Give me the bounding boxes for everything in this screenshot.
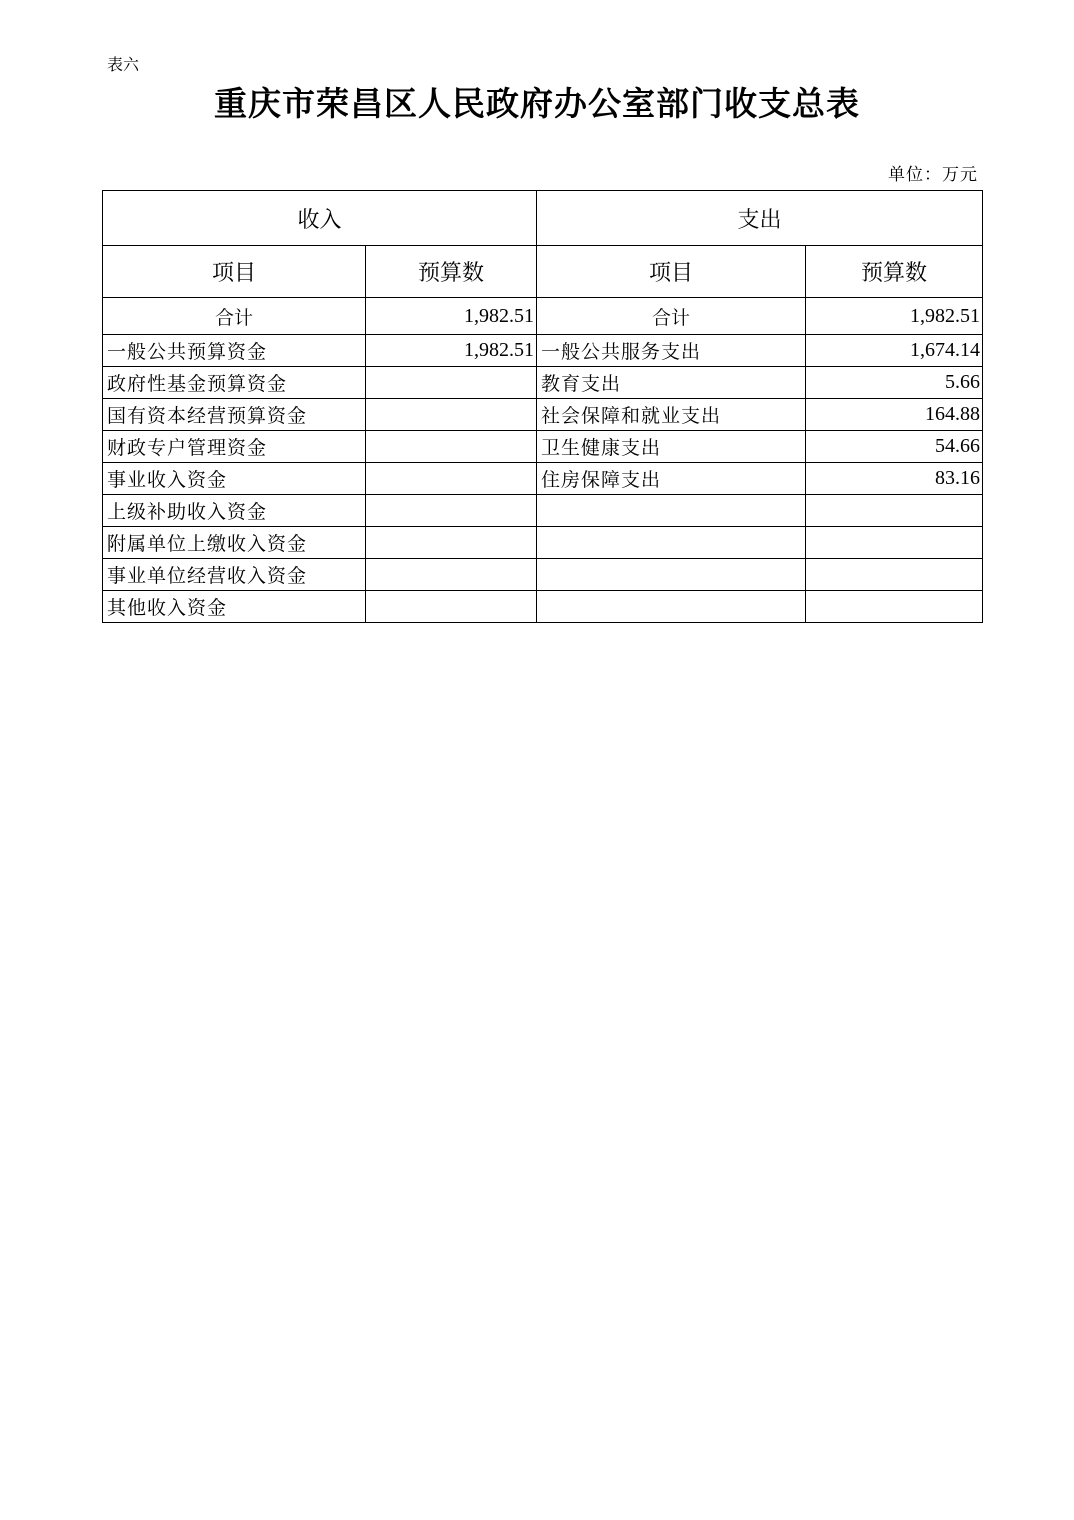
section-header-row	[103, 191, 983, 246]
expense-item-cell	[537, 527, 806, 559]
expense-section-header: 支出	[537, 191, 983, 246]
expense-total-value: 1,982.51	[806, 298, 983, 335]
expense-item-cell: 教育支出	[537, 367, 806, 399]
expense-value-cell: 164.88	[806, 399, 983, 431]
expense-value-cell: 83.16	[806, 463, 983, 495]
expense-value-cell: 5.66	[806, 367, 983, 399]
unit-label: 单位：万元	[888, 165, 978, 185]
table-row	[103, 431, 983, 463]
table-row	[103, 399, 983, 431]
income-item-header: 项目	[103, 246, 366, 298]
expense-value-cell: 1,674.14	[806, 335, 983, 367]
expense-value-cell	[806, 591, 983, 623]
document-title: 重庆市荣昌区人民政府办公室部门收支总表	[214, 84, 860, 123]
table-row	[103, 463, 983, 495]
column-header-row	[103, 246, 983, 298]
income-value-cell	[366, 463, 537, 495]
income-value-cell	[366, 591, 537, 623]
income-item-cell: 事业收入资金	[103, 463, 366, 495]
income-value-cell	[366, 399, 537, 431]
income-value-cell: 1,982.51	[366, 335, 537, 367]
table-number-label: 表六	[107, 55, 140, 74]
table-row	[103, 591, 983, 623]
table-row	[103, 335, 983, 367]
expense-value-cell: 54.66	[806, 431, 983, 463]
income-section-header: 收入	[103, 191, 537, 246]
income-value-cell	[366, 431, 537, 463]
table-row	[103, 367, 983, 399]
table-row	[103, 559, 983, 591]
income-item-cell: 一般公共预算资金	[103, 335, 366, 367]
income-item-cell: 国有资本经营预算资金	[103, 399, 366, 431]
income-item-cell: 附属单位上缴收入资金	[103, 527, 366, 559]
income-item-cell: 政府性基金预算资金	[103, 367, 366, 399]
expense-budget-header: 预算数	[806, 246, 983, 298]
income-item-cell: 上级补助收入资金	[103, 495, 366, 527]
income-item-cell: 财政专户管理资金	[103, 431, 366, 463]
expense-item-header: 项目	[537, 246, 806, 298]
income-value-cell	[366, 559, 537, 591]
expense-total-label: 合计	[537, 298, 806, 335]
expense-item-cell: 住房保障支出	[537, 463, 806, 495]
table-row	[103, 527, 983, 559]
expense-item-cell: 社会保障和就业支出	[537, 399, 806, 431]
income-item-cell: 其他收入资金	[103, 591, 366, 623]
expense-value-cell	[806, 495, 983, 527]
expense-value-cell	[806, 527, 983, 559]
income-value-cell	[366, 367, 537, 399]
expense-item-cell	[537, 495, 806, 527]
expense-item-cell: 卫生健康支出	[537, 431, 806, 463]
total-row	[103, 298, 983, 335]
expense-item-cell	[537, 591, 806, 623]
budget-table	[102, 190, 983, 623]
income-total-value: 1,982.51	[366, 298, 537, 335]
expense-item-cell: 一般公共服务支出	[537, 335, 806, 367]
income-total-label: 合计	[103, 298, 366, 335]
expense-value-cell	[806, 559, 983, 591]
expense-item-cell	[537, 559, 806, 591]
income-budget-header: 预算数	[366, 246, 537, 298]
table-row	[103, 495, 983, 527]
income-value-cell	[366, 495, 537, 527]
income-value-cell	[366, 527, 537, 559]
income-item-cell: 事业单位经营收入资金	[103, 559, 366, 591]
